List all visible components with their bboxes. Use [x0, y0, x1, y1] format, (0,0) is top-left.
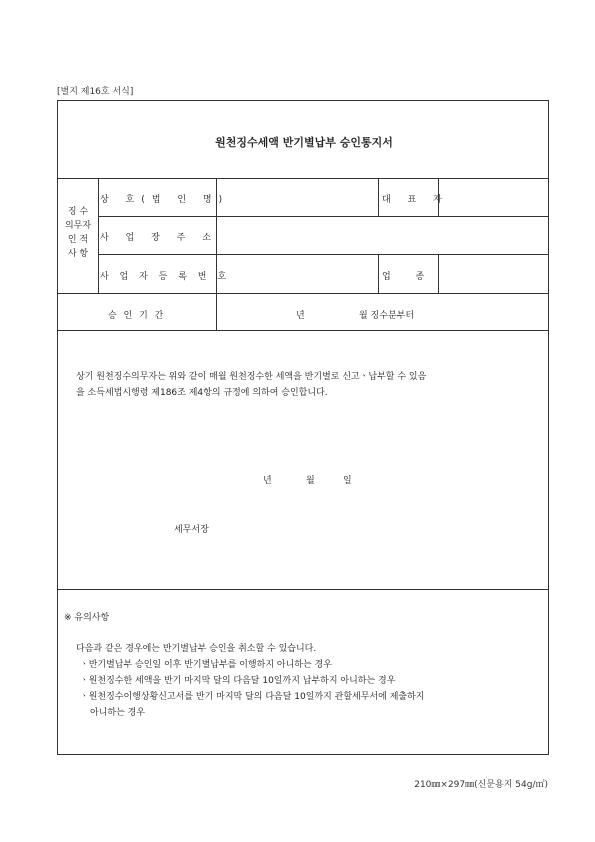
registration-number-field[interactable]	[218, 257, 376, 291]
list-item: ㆍ반기별납부 승인일 이후 반기별납부를 이행하지 아니하는 경우	[80, 660, 332, 670]
date-year: 년	[263, 476, 272, 486]
representative-field[interactable]	[440, 181, 546, 214]
list-item: ㆍ원천징수한 세액을 반기 마지막 달의 다음달 10일까지 납부하지 아니하는 경우	[80, 676, 396, 686]
approval-month-text: 월 징수분부터	[359, 311, 415, 321]
business-name-label: 상 호(법 인 명)	[100, 195, 230, 205]
form-title: 원천징수세액 반기별납부 승인통지서	[215, 136, 393, 149]
business-type-label: 업 종	[382, 272, 425, 282]
notes-intro: 다음과 같은 경우에는 반기별납부 승인을 취소할 수 있습니다.	[76, 644, 317, 654]
registration-number-label: 사 업 자 등 록 번 호	[100, 272, 231, 282]
approval-period-label: 승 인 기 간	[108, 311, 166, 321]
representative-label: 대 표 자	[382, 195, 449, 205]
business-type-field[interactable]	[440, 257, 546, 291]
tax-office-head: 세무서장	[174, 525, 209, 535]
form-number-label: [별지 제16호 서식]	[57, 87, 134, 97]
business-address-label: 사 업 장 주 소	[100, 233, 218, 243]
list-item: 아니하는 경우	[90, 708, 146, 718]
notes-heading: ※ 유의사항	[64, 613, 110, 623]
date-month: 월	[306, 476, 315, 486]
business-name-field[interactable]	[218, 181, 376, 214]
business-address-field[interactable]	[218, 219, 546, 252]
list-item: ㆍ원천징수이행상황신고서를 반기 마지막 달의 다음달 10일까지 관할세무서에 제출하지	[80, 692, 425, 702]
notes-list	[76, 641, 424, 721]
paper-size-note: 210㎜×297㎜(신문용지 54g/㎡)	[414, 780, 548, 790]
withholder-section-label: 징 수 의무자 인 적 사 항	[64, 207, 92, 259]
approval-statement: 상기 원천징수의무자는 위와 같이 매월 원천징수한 세액을 반기별로 신고ㆍ납부할 수 있음 을 소득세법시행령 제186조 제4항의 규정에 의하여 승인합니다.	[76, 372, 427, 398]
date-day: 일	[343, 476, 352, 486]
approval-year-unit: 년	[296, 311, 305, 321]
approval-notice-form	[57, 100, 549, 755]
